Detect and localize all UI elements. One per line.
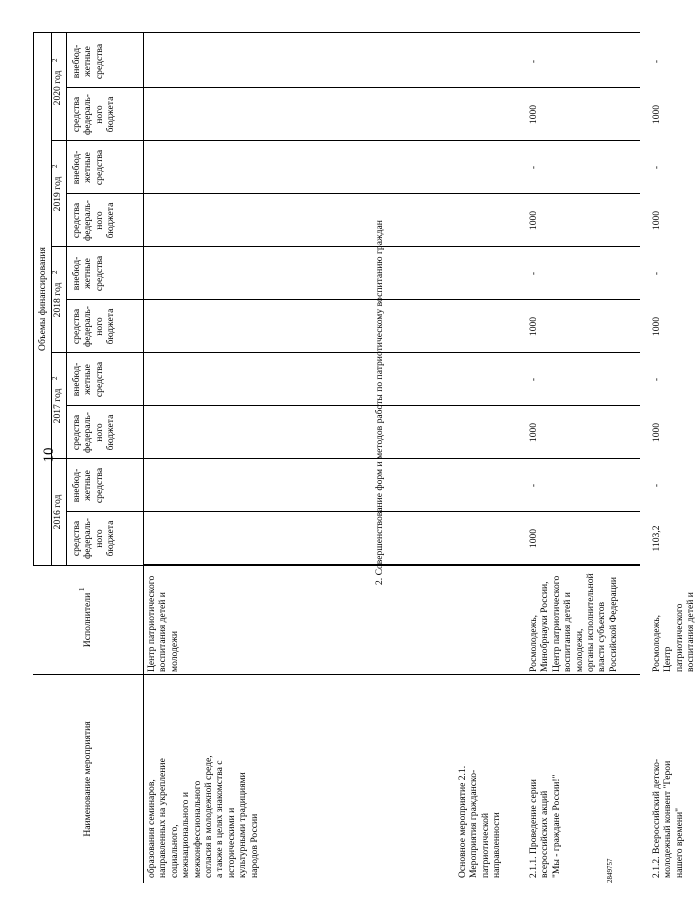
section-heading: 2. Совершенствование форм и методов работы по патриотическому воспитанию граждан — [374, 220, 385, 585]
activity-name-line: Основное мероприятие 2.1. — [457, 765, 468, 878]
funding-value: 1000 — [651, 210, 662, 231]
activity-name-line: образования семинаров, — [146, 779, 157, 878]
year-header: 2018 год — [52, 282, 63, 318]
table-top-border — [33, 33, 34, 565]
activity-name-line: социального, — [168, 824, 180, 878]
activity-name-line: всероссийских акций — [539, 790, 551, 878]
federal-budget-label: бюджета — [105, 520, 117, 557]
executor-line: воспитания детей и — [562, 592, 574, 672]
activity-name-line: 2.1.1. Проведение серии — [528, 779, 539, 878]
activity-name-line: Мероприятия гражданско- — [468, 769, 480, 878]
federal-budget-label: ного — [93, 529, 105, 548]
funding-value: - — [651, 377, 662, 382]
funding-value: - — [528, 483, 539, 488]
value-col-border — [143, 299, 640, 300]
executor-line: Центр патриотического — [550, 575, 562, 672]
extrabudget-label: внебюд- — [71, 362, 82, 397]
funding-value: - — [651, 59, 662, 64]
federal-budget-label: бюджета — [105, 414, 117, 451]
activity-name-line: межнационального и — [180, 791, 192, 878]
executor-line: Российской Федерации — [607, 577, 619, 672]
funding-value: - — [528, 271, 539, 276]
activity-name-line: согласия в молодежной среде, — [203, 755, 214, 878]
extrabudget-label: внебюд- — [71, 468, 82, 503]
federal-budget-label: федераль- — [82, 200, 94, 241]
funding-value: - — [651, 165, 662, 170]
activity-name-line: межконфессионального — [191, 780, 203, 878]
executor-line: власти субъектов — [596, 601, 608, 672]
executor-line: патриотического — [673, 603, 685, 672]
document-code: 2849757 — [606, 858, 614, 883]
funding-value: 1000 — [528, 528, 539, 549]
executor-line: Центр патриотического — [146, 575, 157, 672]
extrabudget-label: внебюд- — [71, 44, 82, 79]
funding-value: 1000 — [528, 104, 539, 125]
year-header-sup: 2 — [51, 164, 59, 168]
federal-budget-label: ного — [93, 211, 105, 230]
executor-line: Центр — [662, 646, 674, 672]
federal-budget-label: федераль- — [82, 306, 94, 347]
funding-value: - — [651, 271, 662, 276]
executor-line: Росмолодежь, — [651, 615, 662, 672]
extrabudget-label: средства — [93, 467, 105, 504]
col-header-executors: Исполнители — [82, 592, 93, 648]
activity-name-line: патриотической — [479, 812, 491, 878]
federal-budget-label: федераль- — [82, 518, 94, 559]
extrabudget-label: жетные — [82, 364, 94, 395]
exec-col-border — [33, 674, 640, 675]
value-col-border — [143, 193, 640, 194]
col-header-funding: Объемы финансирования — [37, 247, 48, 351]
funding-value: 1103,2 — [651, 525, 662, 552]
extrabudget-label: средства — [93, 255, 105, 292]
year-header-sup: 2 — [51, 58, 59, 62]
extrabudget-label: средства — [93, 43, 105, 80]
extrabudget-label: жетные — [82, 470, 94, 501]
funding-value: - — [528, 59, 539, 64]
funding-value: 1000 — [528, 422, 539, 443]
federal-budget-label: бюджета — [105, 308, 117, 345]
extrabudget-label: средства — [93, 361, 105, 398]
activity-name-line: "Мы - граждане России!" — [550, 774, 562, 878]
funding-value: 1000 — [651, 316, 662, 337]
value-col-border — [143, 246, 640, 247]
executor-line: молодежи, — [573, 628, 585, 672]
funding-value: 1000 — [528, 316, 539, 337]
funding-value: 1000 — [651, 104, 662, 125]
funding-value: - — [528, 377, 539, 382]
table-right-border — [33, 32, 640, 33]
federal-budget-label: ного — [93, 105, 105, 124]
value-col-border — [143, 140, 640, 141]
extrabudget-label: внебюд- — [71, 256, 82, 291]
activity-name-line: молодежный конвент "Герои — [662, 760, 674, 878]
year-header-sup: 2 — [51, 270, 59, 274]
page-number: 10 — [41, 447, 57, 463]
activity-name-line: 2.1.2. Всероссийский детско- — [651, 758, 662, 878]
value-col-border — [143, 352, 640, 353]
activity-name-line: а также в целях знакомства с — [214, 760, 226, 878]
executor-line: Росмолодежь, — [528, 615, 539, 672]
year-header: 2020 год — [52, 70, 63, 106]
value-col-border — [143, 405, 640, 406]
value-col-border — [143, 564, 640, 565]
funding-value: 1000 — [528, 210, 539, 231]
extrabudget-label: жетные — [82, 152, 94, 183]
activity-name-line: историческими и — [225, 807, 237, 878]
value-col-border — [143, 458, 640, 459]
value-col-border — [143, 511, 640, 512]
extrabudget-label: внебюд- — [71, 150, 82, 185]
executor-line: воспитания детей и — [157, 592, 169, 672]
federal-budget-label: ного — [93, 317, 105, 336]
executor-line: воспитания детей и — [685, 592, 697, 672]
executor-line: органы исполнительной — [585, 573, 596, 672]
activity-name-line: культурными традициями — [237, 772, 249, 878]
year-header: 2017 год — [52, 388, 63, 424]
federal-budget-label: федераль- — [82, 94, 94, 135]
funding-value: - — [651, 483, 662, 488]
name-col-border — [33, 565, 640, 566]
funding-value: 1000 — [651, 422, 662, 443]
federal-budget-label: бюджета — [105, 202, 117, 239]
federal-budget-label: средства — [71, 96, 82, 133]
col-header-executors-sup: 1 — [78, 587, 86, 591]
federal-budget-label: средства — [71, 414, 82, 451]
federal-budget-label: федераль- — [82, 412, 94, 453]
activity-name-line: народов России — [248, 813, 260, 878]
executor-line: молодежи — [168, 631, 180, 672]
extrabudget-label: жетные — [82, 46, 94, 77]
federal-budget-label: средства — [71, 520, 82, 557]
executor-line: Минобрнауки России, — [539, 581, 551, 672]
funding-value: - — [528, 165, 539, 170]
value-col-border — [143, 87, 640, 88]
col-header-name: Наименование мероприятия — [82, 721, 93, 837]
year-header: 2019 год — [52, 176, 63, 212]
activity-name-line: направленных на укрепление — [157, 758, 169, 878]
federal-budget-label: средства — [71, 308, 82, 345]
activity-name-line: нашего времени" — [673, 807, 685, 878]
activity-name-line: направленности — [491, 812, 503, 878]
year-header-sup: 2 — [51, 376, 59, 380]
federal-budget-label: бюджета — [105, 96, 117, 133]
extrabudget-label: средства — [93, 149, 105, 186]
federal-budget-label: ного — [93, 423, 105, 442]
federal-budget-label: средства — [71, 202, 82, 239]
year-header: 2016 год — [52, 494, 63, 530]
extrabudget-label: жетные — [82, 258, 94, 289]
